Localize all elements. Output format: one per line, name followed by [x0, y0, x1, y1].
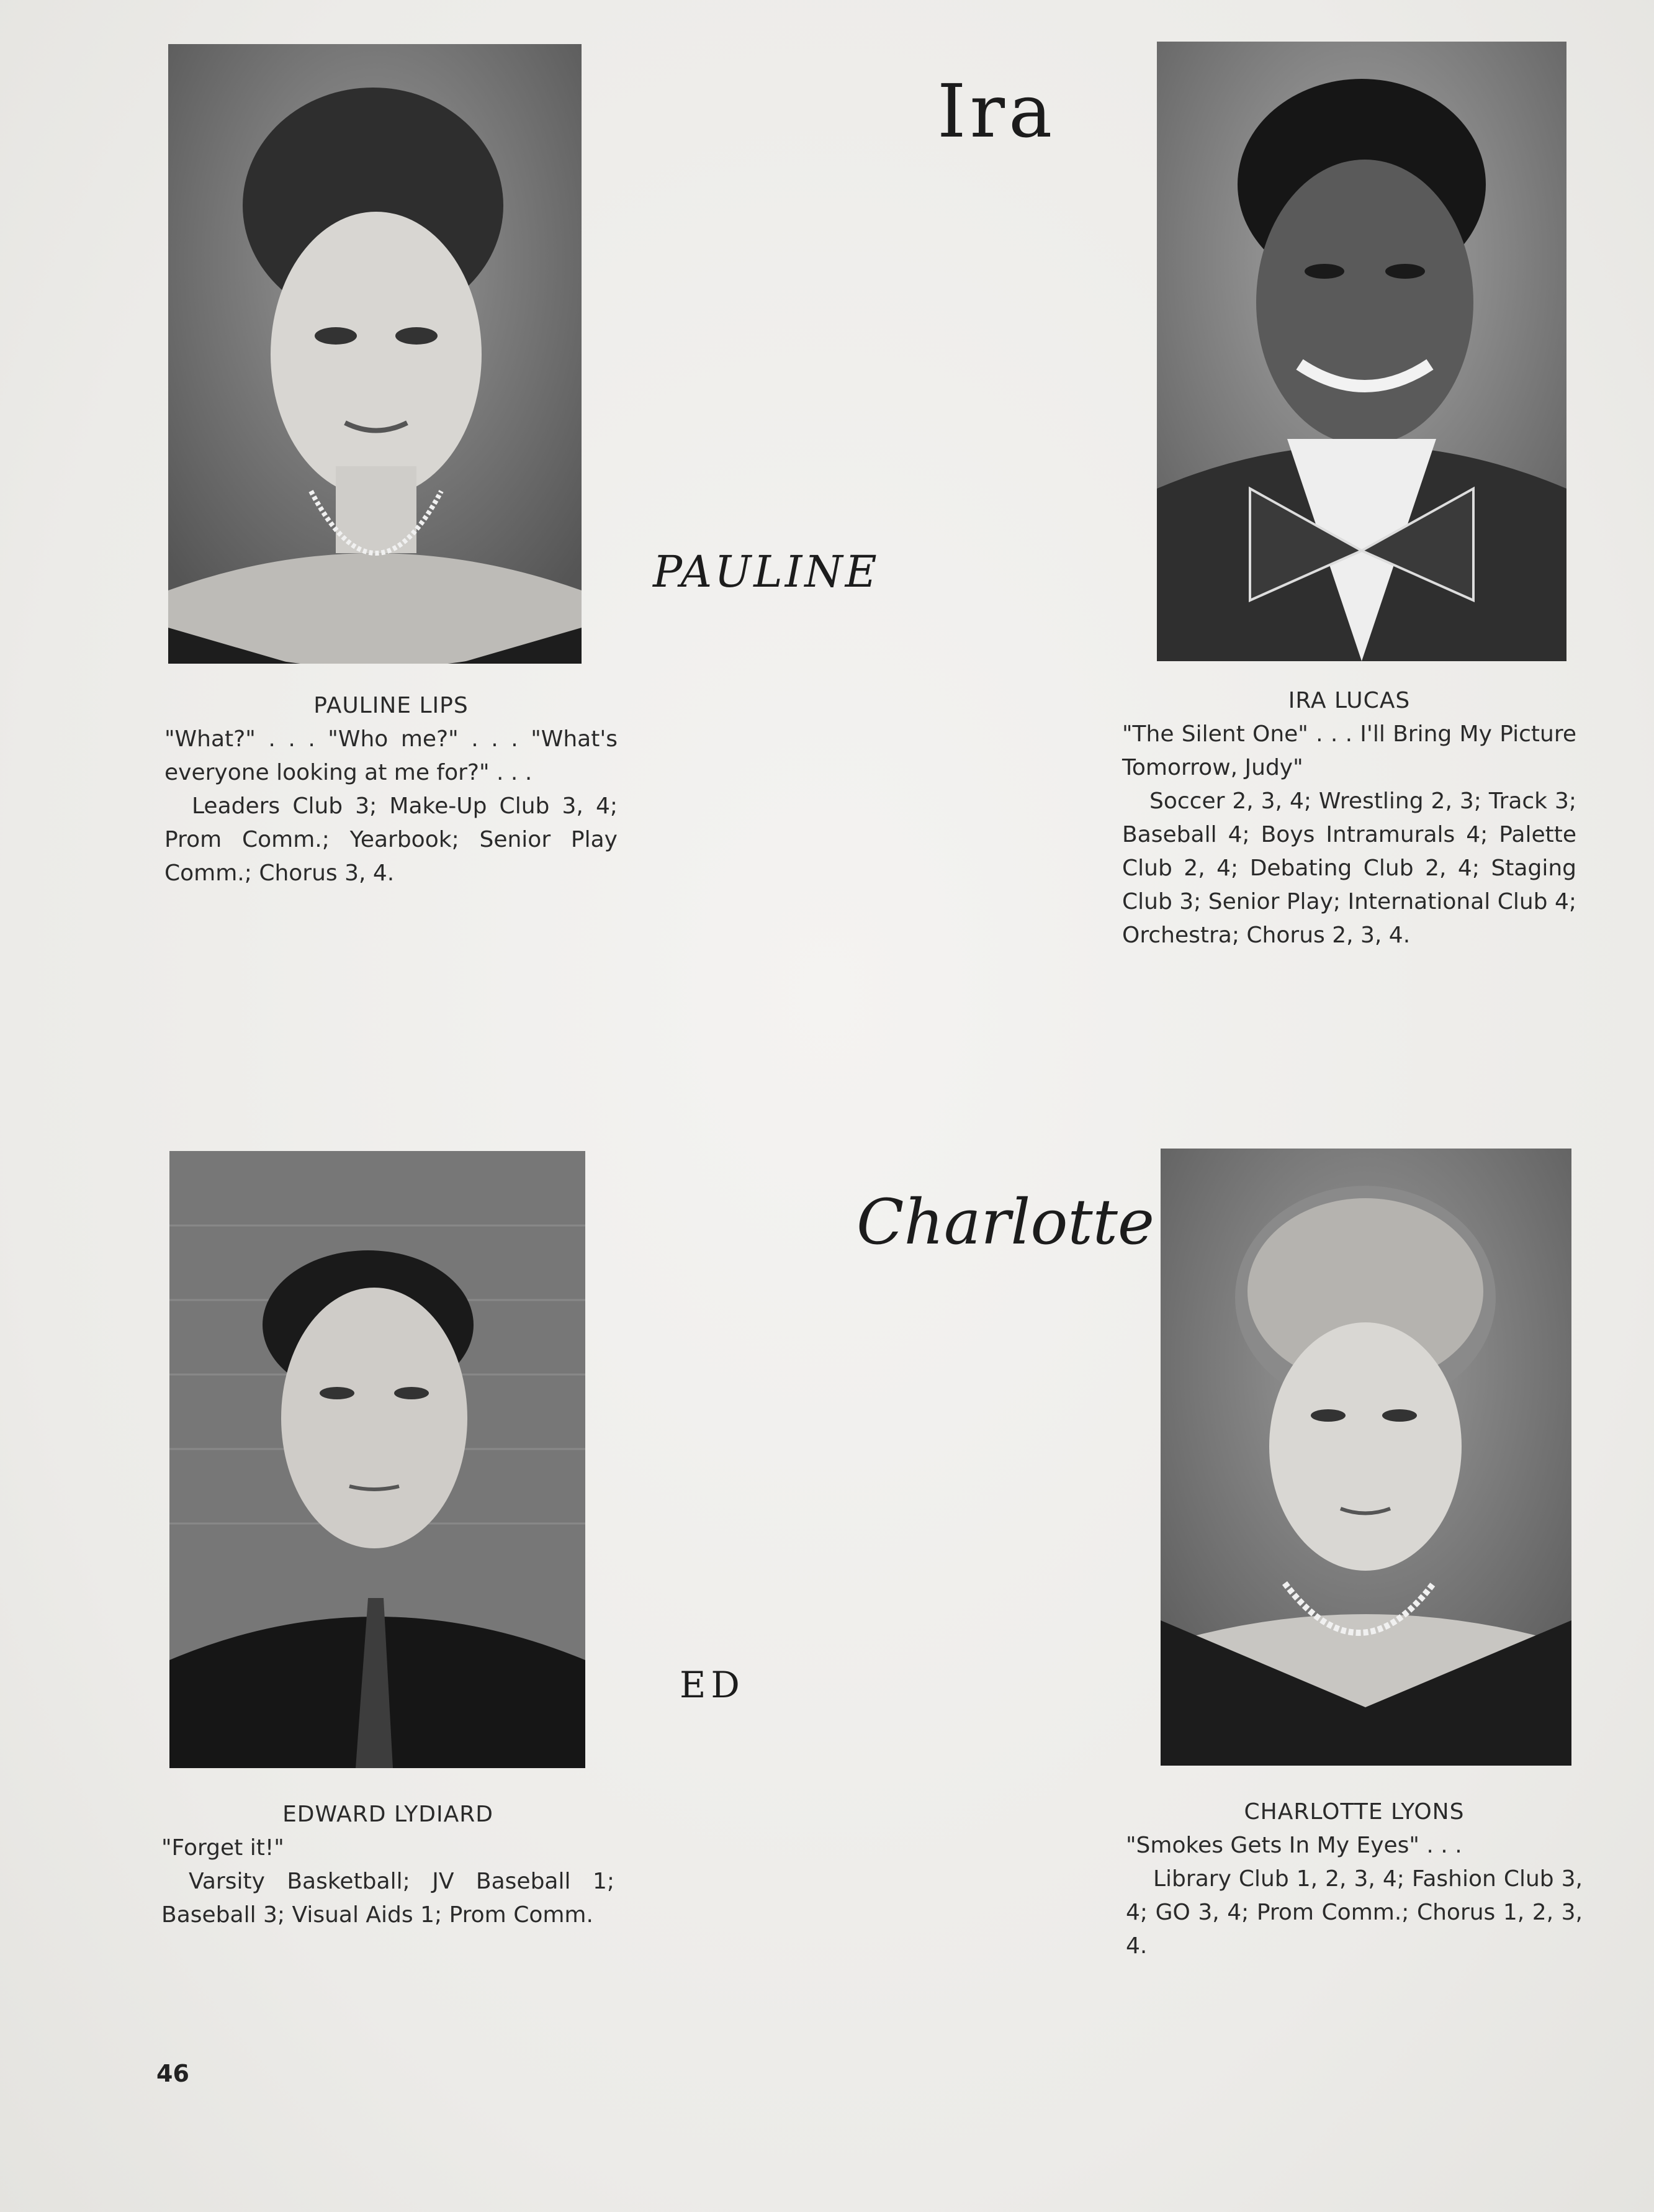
student-activities: Leaders Club 3; Make-Up Club 3, 4; Prom Comm.; Yearbook; Senior Play Comm.; Chorus 3, 4. — [164, 793, 618, 886]
student-entry-charlotte-lyons — [1126, 1795, 1583, 1963]
student-quote: "The Silent One" . . . I'll Bring My Picture Tomorrow, Judy" — [1122, 721, 1576, 780]
student-quote: "What?" . . . "Who me?" . . . "What's everyone looking at me for?" . . . — [164, 726, 618, 785]
student-entry-ira-lucas — [1122, 684, 1576, 952]
student-name: EDWARD LYDIARD — [282, 1802, 493, 1827]
student-quote: "Smokes Gets In My Eyes" . . . — [1126, 1833, 1462, 1858]
student-activities: Library Club 1, 2, 3, 4; Fashion Club 3, 4; GO 3, 4; Prom Comm.; Chorus 1, 2, 3, 4. — [1126, 1866, 1583, 1959]
portrait-photo-edward-lydiard — [169, 1151, 585, 1768]
student-activities: Varsity Basketball; JV Baseball 1; Baseball 3; Visual Aids 1; Prom Comm. — [161, 1869, 614, 1928]
student-quote: "Forget it!" — [161, 1835, 284, 1861]
handwritten-pauline: PAULINE — [653, 546, 879, 597]
student-name: IRA LUCAS — [1288, 688, 1411, 713]
handwritten-ira: Ira — [937, 68, 1056, 154]
handwritten-ed: ED — [680, 1664, 745, 1706]
student-entry-edward-lydiard — [161, 1798, 614, 1932]
student-activities: Soccer 2, 3, 4; Wrestling 2, 3; Track 3; Baseball 4; Boys Intramurals 4; Palette Club 2, 4; Debating Club 2, 4; Staging Club 3; Senior Play; International Club 4; Orchestra; Chorus 2, 3, 4. — [1122, 788, 1576, 948]
handwritten-charlotte: Charlotte — [856, 1186, 1155, 1258]
student-name: PAULINE LIPS — [313, 693, 469, 718]
portrait-photo-charlotte-lyons — [1161, 1149, 1571, 1766]
student-entry-pauline-lips — [164, 689, 618, 890]
portrait-photo-ira-lucas — [1157, 42, 1566, 661]
student-name: CHARLOTTE LYONS — [1244, 1799, 1465, 1825]
page-number: 46 — [156, 2060, 189, 2087]
portrait-photo-pauline-lips — [168, 44, 582, 664]
